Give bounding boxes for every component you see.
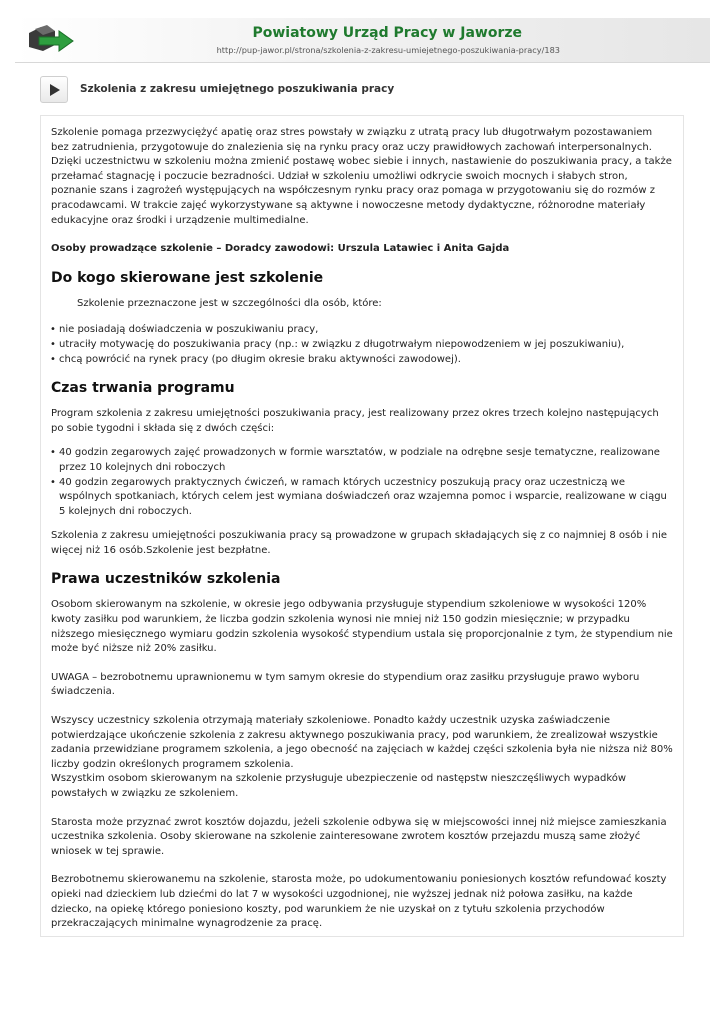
logo-arrow-icon[interactable]: [25, 23, 75, 55]
breadcrumb-button[interactable]: [40, 76, 68, 103]
list-item: • utraciły motywację do poszukiwania pracy (np.: w związku z długotrwałym niepowodzeniem w jej poszukiwaniu),: [51, 338, 673, 353]
list-item: • 40 godzin zegarowych praktycznych ćwiczeń, w ramach których uczestnicy poszukują pracy oraz uczestniczą we wspólnych spotkaniach, których celem jest wymiana doświadczeń oraz wzajemna pomoc i wsparcie, realizowane w ciągu 5 kolejnych dni roboczych.: [51, 476, 673, 520]
rights-paragraph: Bezrobotnemu skierowanemu na szkolenie, starosta może, po udokumentowaniu poniesionych kosztów refundować koszty opieki nad dzieckiem lub dziećmi do lat 7 w wysokości uzgodnionej, nie wyższej jednak niż połowa zasiłku, na każde dziecko, na opiekę którego poniesiono koszty, pod warunkiem że nie uzyskał on z tytułu szkolenia przychodów przekraczających minimalne wynagrodzenie za pracę.: [51, 874, 667, 930]
site-title[interactable]: Powiatowy Urząd Pracy w Jaworze: [252, 25, 522, 41]
trainers-paragraph: Osoby prowadzące szkolenie – Doradcy zawodowi: Urszula Latawiec i Anita Gajda: [51, 243, 510, 255]
target-lead: Szkolenie przeznaczone jest w szczególności dla osób, które:: [77, 297, 382, 309]
section-heading-target: Do kogo skierowane jest szkolenie: [51, 269, 324, 286]
duration-list: [51, 446, 673, 519]
rights-paragraph: Wszyscy uczestnicy szkolenia otrzymają materiały szkoleniowe. Ponadto każdy uczestnik uzyska zaświadczenie potwierdzające ukończenie szkolenia z zakresu aktywnego poszukiwania pracy, pod warunkiem, że zrealizował wszystkie zadania przewidziane programem szkolenia, a jego obecność na zajęciach w każdej części szkolenia była nie niższa niż 80% liczby godzin określonych programem szkolenia.: [51, 715, 673, 770]
list-item: • chcą powrócić na rynek pracy (po długim okresie braku aktywności zawodowej).: [51, 353, 673, 368]
rights-paragraph: Wszystkim osobom skierowanym na szkolenie przysługuje ubezpieczenie od następstw nieszczęśliwych wypadków powstałych w związku ze szkoleniem.: [51, 773, 627, 799]
duration-lead: Program szkolenia z zakresu umiejętności poszukiwania pracy, jest realizowany przez okres trzech kolejno następujących po sobie tygodni i składa się z dwóch części:: [51, 408, 659, 434]
groups-paragraph: Szkolenia z zakresu umiejętności poszukiwania pracy są prowadzone w grupach składających się z co najmniej 8 osób i nie więcej niż 16 osób.Szkolenie jest bezpłatne.: [51, 530, 668, 556]
page-url: http://pup-jawor.pl/strona/szkolenia-z-zakresu-umiejetnego-poszukiwania-pracy/183: [216, 45, 560, 55]
page-header: [15, 18, 710, 63]
page-title: Szkolenia z zakresu umiejętnego poszukiwania pracy: [80, 83, 395, 95]
section-heading-rights: Prawa uczestników szkolenia: [51, 571, 281, 588]
list-item: • nie posiadają doświadczenia w poszukiwaniu pracy,: [51, 323, 673, 338]
rights-paragraph: UWAGA – bezrobotnemu uprawnionemu w tym samym okresie do stypendium oraz zasiłku przysługuje prawo wyboru świadczenia.: [51, 671, 640, 698]
article-content: [40, 115, 684, 937]
intro-paragraph: Szkolenie pomaga przezwyciężyć apatię oraz stres powstały w związku z utratą pracy lub długotrwałym pozostawaniem bez zatrudnienia, przygotowuje do znalezienia się na rynku pracy oraz uczy prawidłowych zachowań interpersonalnych. Dzięki uczestnictwu w szkoleniu można zmienić postawę wobec siebie i innych, nastawienie do poszukiwania pracy, a także przełamać stagnację i poczucie bezradności. Udział w szkoleniu umożliwi odkrycie swoich mocnych i słabych stron, poznanie szans i zagrożeń występujących na współczesnym rynku pracy oraz pomaga w przygotowaniu się do rozmów z pracodawcami. W trakcie zajęć wykorzystywane są aktywne i nowoczesne metody dydaktyczne, różnorodne materiały edukacyjne oraz środki i urządzenie multimedialne.: [51, 127, 672, 226]
breadcrumb: [40, 76, 684, 104]
rights-paragraph: Starosta może przyznać zwrot kosztów dojazdu, jeżeli szkolenie odbywa się w miejscowości innej niż miejsce zamieszkania uczestnika szkolenia. Osoby skierowane na szkolenie zainteresowane zwrotem kosztów przejazdu muszą same złożyć wniosek w tej sprawie.: [51, 816, 667, 857]
target-list: [51, 323, 673, 367]
list-item: • 40 godzin zegarowych zajęć prowadzonych w formie warsztatów, w podziale na odrębne sesje tematyczne, realizowane przez 10 kolejnych dni roboczych: [51, 446, 673, 475]
play-arrow-icon: [49, 84, 61, 96]
rights-paragraph: Osobom skierowanym na szkolenie, w okresie jego odbywania przysługuje stypendium szkoleniowe w wysokości 120% kwoty zasiłku pod warunkiem, że liczba godzin szkolenia wynosi nie mniej niż 150 godzin miesięcznie; w przypadku niższego miesięcznego wymiaru godzin szkolenia wysokość stypendium ustala się proporcjonalnie z tym, że stypendium nie może być niższe niż 20% zasiłku.: [51, 599, 673, 655]
section-heading-duration: Czas trwania programu: [51, 380, 235, 397]
